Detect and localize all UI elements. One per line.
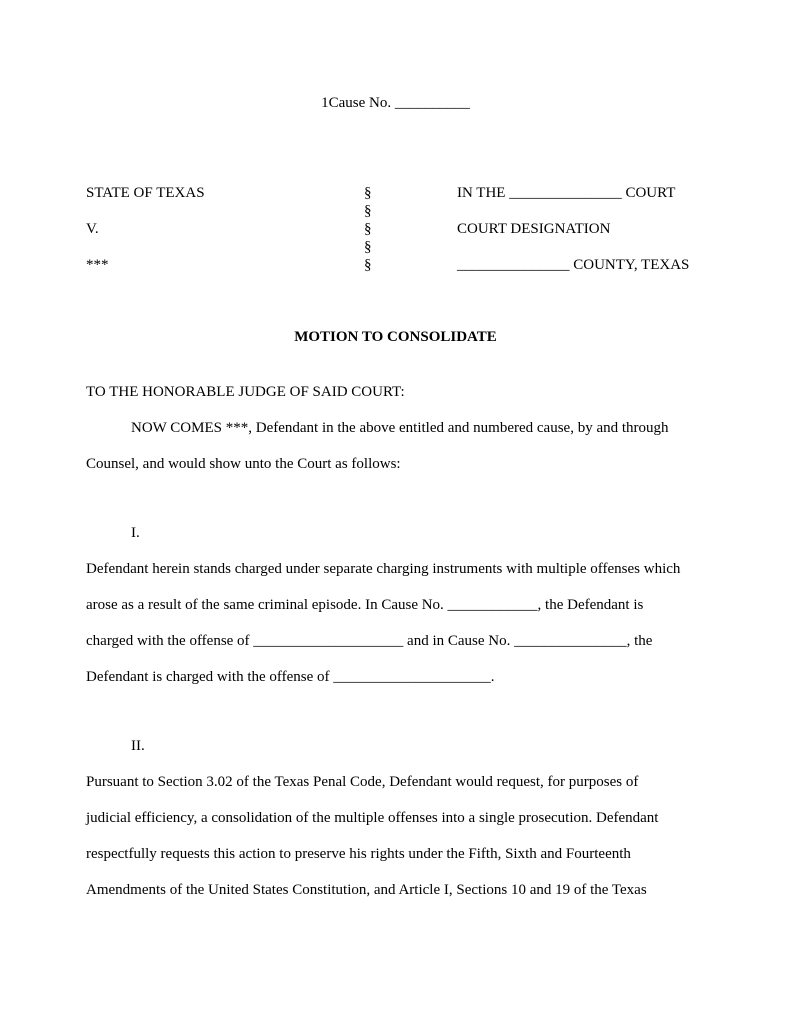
body-line: charged with the offense of ____________________ and in Cause No. _______________, the [86,633,653,649]
section-symbol: § [364,257,372,273]
document-title: MOTION TO CONSOLIDATE [294,329,497,345]
body-line: Pursuant to Section 3.02 of the Texas Penal Code, Defendant would request, for purposes of [86,774,639,790]
section-heading: II. [131,738,145,754]
section-symbol: § [364,221,372,237]
caption-versus: V. [86,221,99,237]
body-line: arose as a result of the same criminal episode. In Cause No. ____________, the Defendant is [86,597,644,613]
salutation: TO THE HONORABLE JUDGE OF SAID COURT: [86,384,405,400]
body-line: respectfully requests this action to preserve his rights under the Fifth, Sixth and Fourteenth [86,846,631,862]
intro-line: Counsel, and would show unto the Court as follows: [86,456,401,472]
caption-court-designation: COURT DESIGNATION [457,221,611,237]
section-symbol: § [364,203,372,219]
caption-party-state: STATE OF TEXAS [86,185,205,201]
section-heading: I. [131,525,140,541]
caption-court: IN THE _______________ COURT [457,185,676,201]
section-symbol: § [364,185,372,201]
intro-line: NOW COMES ***, Defendant in the above entitled and numbered cause, by and through [131,420,669,436]
body-line: Amendments of the United States Constitution, and Article I, Sections 10 and 19 of the Texas [86,882,647,898]
caption-county: _______________ COUNTY, TEXAS [457,257,690,273]
body-line: Defendant herein stands charged under separate charging instruments with multiple offenses which [86,561,681,577]
body-line: Defendant is charged with the offense of _____________________. [86,669,495,685]
caption-defendant: *** [86,257,109,273]
body-line: judicial efficiency, a consolidation of the multiple offenses into a single prosecution. Defendant [86,810,659,826]
section-symbol: § [364,239,372,255]
cause-number-line: 1Cause No. __________ [321,95,470,111]
